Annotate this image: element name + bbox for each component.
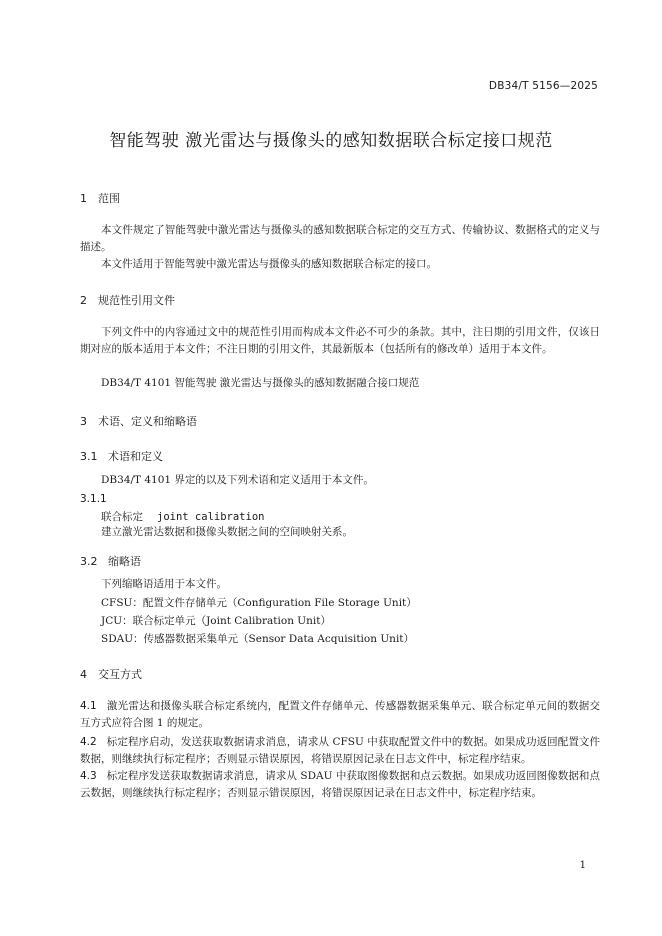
subsection-3-2-heading [80,553,141,569]
section-2-paragraph-1: 下列文件中的内容通过文中的规范性引用而构成本文件必不可少的条款。其中，注日期的引用文件，仅该日期对应的版本适用于本文件；不注日期的引用文件，其最新版本（包括所有的修改单）适用于本文件。 [80,326,600,355]
subsection-number: 3.2 [80,555,98,568]
abbreviations-intro: 下列缩略语适用于本文件。 [101,578,227,590]
clause-4-1 [80,698,600,732]
page-number: 1 [579,860,586,871]
document-title: 智能驾驶 激光雷达与摄像头的感知数据联合标定接口规范 [109,131,553,151]
abbreviation-cfsu: CFSU：配置文件存储单元（Configuration File Storage Unit） [101,597,417,609]
term-chinese: 联合标定 [101,511,143,523]
section-1-paragraph-2: 本文件适用于智能驾驶中激光雷达与摄像头的感知数据联合标定的接口。 [101,258,437,270]
section-2-heading [80,292,175,308]
clause-text: 标定程序启动，发送获取数据请求消息，请求从 CFSU 中获取配置文件中的数据。如果成功返回配置文件数据，则继续执行标定程序；否则显示错误原因，将错误原因记录在日志文件中，标定程序结束。 [80,736,600,765]
section-3-heading [80,413,197,429]
clause-number: 4.2 [80,736,97,748]
normative-reference: DB34/T 4101 智能驾驶 激光雷达与摄像头的感知数据融合接口规范 [101,377,420,389]
clause-text: 激光雷达和摄像头联合标定系统内，配置文件存储单元、传感器数据采集单元、联合标定单元间的数据交互方式应符合图 1 的规定。 [80,700,600,729]
clause-number: 4.3 [80,770,97,782]
subsection-number: 3.1 [80,450,98,463]
section-4-heading [80,666,142,682]
clause-text: 标定程序发送获取数据请求消息，请求从 SDAU 中获取图像数据和点云数据。如果成功返回图像数据和点云数据，则继续执行标定程序；否则显示错误原因，将错误原因记录在日志文件中，标定程序结束。 [80,770,600,799]
section-title: 规范性引用文件 [98,294,175,307]
subsection-3-1-heading [80,448,163,464]
subsection-title: 缩略语 [108,555,141,568]
section-title: 交互方式 [98,668,142,681]
abbreviation-jcu: JCU：联合标定单元（Joint Calibration Unit） [101,615,331,627]
abbreviation-sdau: SDAU：传感器数据采集单元（Sensor Data Acquisition Unit） [101,633,415,645]
term-number: 3.1.1 [80,493,107,505]
subsection-title: 术语和定义 [108,450,163,463]
section-1-heading [80,190,120,206]
section-number: 2 [80,294,87,307]
clause-4-3 [80,768,600,802]
term-definition: 建立激光雷达数据和摄像头数据之间的空间映射关系。 [101,526,353,538]
document-code: DB34/T 5156—2025 [488,80,598,92]
section-title: 范围 [98,192,120,205]
section-number: 4 [80,668,87,681]
clause-4-2 [80,734,600,768]
clause-number: 4.1 [80,700,97,712]
section-number: 3 [80,415,87,428]
term-name [101,509,264,524]
term-english: joint calibration [157,511,265,523]
section-title: 术语、定义和缩略语 [98,415,197,428]
section-number: 1 [80,192,87,205]
section-1-paragraph-1: 本文件规定了智能驾驶中激光雷达与摄像头的感知数据联合标定的交互方式、传输协议、数据格式的定义与描述。 [80,224,600,253]
terms-intro: DB34/T 4101 界定的以及下列术语和定义适用于本文件。 [101,474,374,486]
